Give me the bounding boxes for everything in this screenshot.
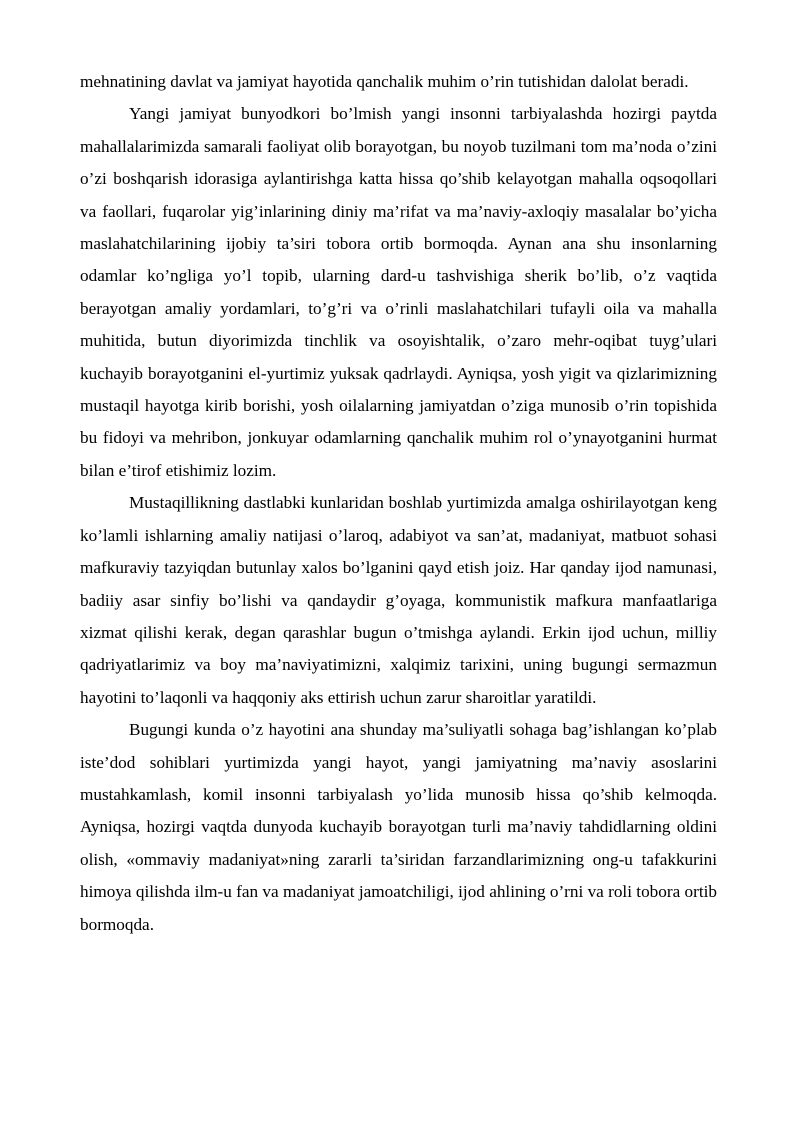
paragraph-mahalla: Yangi jamiyat bunyodkori bo’lmish yangi insonni tarbiyalashda hozirgi paytda mahallalarimizda samarali faoliyat olib borayotgan, bu noyob tuzilmani tom ma’noda o’zini o’zi boshqarish idorasiga aylantirishga katta hissa qo’shib kelayotgan mahalla oqsoqollari va faollari, fuqarolar yig’inlarining diniy ma’rifat va ma’naviy-axloqiy masalalar bo’yicha maslahatchilarining ijobiy ta’siri tobora ortib bormoqda. Aynan ana shu insonlarning odamlar ko’ngliga yo’l topib, ularning dard-u tashvishiga sherik bo’lib, o’z vaqtida berayotgan amaliy yordamlari, to’g’ri va o’rinli maslahatchilari tufayli oila va mahalla muhitida, butun diyorimizda tinchlik va osoyishtalik, o’zaro mehr-oqibat tuyg’ulari kuchayib borayotganini el-yurtimiz yuksak qadrlaydi. Ayniqsa, yosh yigit va qizlarimizning mustaqil hayotga kirib borishi, yosh oilalarning jamiyatdan o’ziga munosib o’rin topishida bu fidoyi va mehribon, jonkuyar odamlarning qanchalik muhim rol o’ynayotganini hurmat bilan e’tirof etishimiz lozim. — [80, 104, 717, 480]
paragraph-creative-people: Bugungi kunda o’z hayotini ana shunday ma’suliyatli sohaga bag’ishlangan ko’plab iste’dod sohiblari yurtimizda yangi hayot, yangi jamiyatning ma’naviy asoslarini mustahkamlash, komil insonni tarbiyalash yo’lida munosib hissa qo’shib kelmoqda. Ayniqsa, hozirgi vaqtda dunyoda kuchayib borayotgan turli ma’naviy tahdidlarning oldini olish, «ommaviy madaniyat»ning zararli ta’siridan farzandlarimizning ong-u tafakkurini himoya qilishda ilm-u fan va madaniyat jamoatchiligi, ijod ahlining o’rni va roli tobora ortib bormoqda. — [80, 720, 717, 934]
body-text — [80, 66, 717, 941]
paragraph-continued: mehnatining davlat va jamiyat hayotida qanchalik muhim o’rin tutishidan dalolat beradi. — [80, 72, 689, 91]
paragraph-independence: Mustaqillikning dastlabki kunlaridan boshlab yurtimizda amalga oshirilayotgan keng ko’lamli ishlarning amaliy natijasi o’laroq, adabiyot va san’at, madaniyat, matbuot sohasi mafkuraviy tazyiqdan butunlay xalos bo’lganini qayd etish joiz. Har qanday ijod namunasi, badiiy asar sinfiy bo’lishi va qandaydir g’oyaga, kommunistik mafkura manfaatlariga xizmat qilishi kerak, degan qarashlar bugun o’tmishga aylandi. Erkin ijod uchun, milliy qadriyatlarimiz va boy ma’naviyatimizni, xalqimiz tarixini, uning bugungi sermazmun hayotini to’laqonli va haqqoniy aks ettirish uchun zarur sharoitlar yaratildi. — [80, 493, 717, 707]
